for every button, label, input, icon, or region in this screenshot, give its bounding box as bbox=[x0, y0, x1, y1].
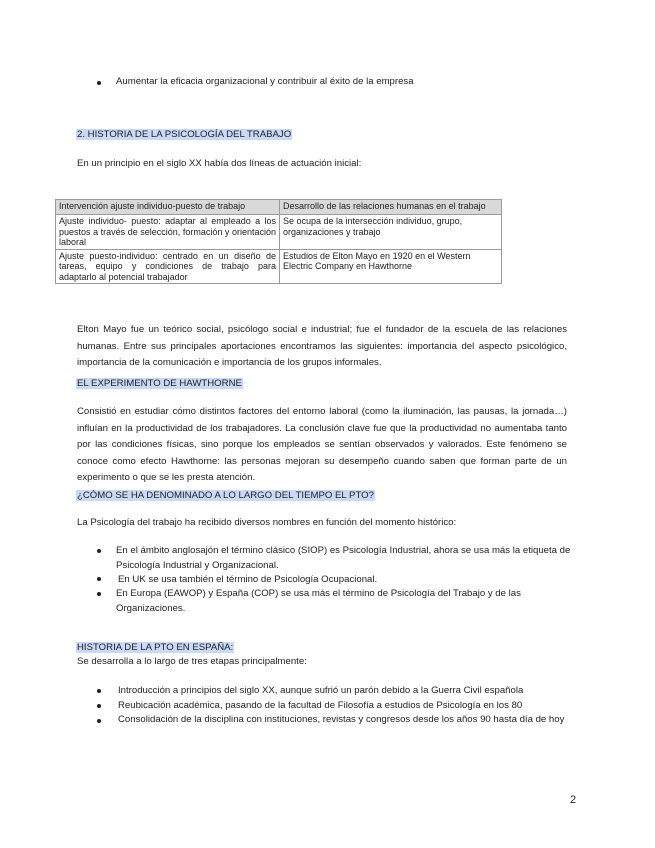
bullet-icon bbox=[97, 704, 101, 708]
table-cell: Estudios de Elton Mayo en 1920 en el Western Electric Company en Hawthorne bbox=[280, 249, 502, 284]
table-header-cell: Desarrollo de las relaciones humanas en el trabajo bbox=[280, 200, 502, 215]
section-heading-history-text: 2. HISTORIA DE LA PSICOLOGÍA DEL TRABAJO bbox=[77, 129, 292, 140]
bullet-icon bbox=[97, 719, 101, 723]
list-item: Consolidación de la disciplina con instituciones, revistas y congresos desde los años 90 hasta día de hoy bbox=[118, 714, 565, 725]
list-item: Reubicación académica, pasando de la facultad de Filosofía a estudios de Psicología en los 80 bbox=[118, 700, 523, 711]
bullet-icon bbox=[97, 592, 101, 596]
table-header-cell: Intervención ajuste individuo-puesto de trabajo bbox=[56, 200, 280, 215]
list-item: En Europa (EAWOP) y España (COP) se usa más el término de Psicología del Trabajo y de las Organizaciones. bbox=[116, 588, 521, 614]
pto-spain-heading bbox=[76, 642, 234, 653]
table-row bbox=[56, 249, 502, 284]
table-cell: Se ocupa de la intersección individuo, grupo, organizaciones y trabajo bbox=[280, 215, 502, 250]
section-intro-text: En un principio en el siglo XX había dos líneas de actuación inicial: bbox=[77, 158, 362, 169]
table-header-row bbox=[56, 200, 502, 215]
pto-names-heading bbox=[76, 490, 375, 501]
mayo-paragraph: Elton Mayo fue un teórico social, psicólogo social e industrial; fue el fundador de la escuela de las relaciones humanas. Entre sus principales aportaciones encontramos las siguientes: importancia del aspecto psicológico, importancia de la comunicación e importancia de los grupos informales. bbox=[77, 324, 567, 368]
table-cell: Ajuste individuo- puesto: adaptar al empleado a los puestos a través de selección, formación y orientación laboral bbox=[56, 215, 280, 250]
pto-names-intro: La Psicología del trabajo ha recibido diversos nombres en función del momento histórico: bbox=[77, 517, 457, 528]
bullet-icon bbox=[97, 577, 101, 581]
pto-spain-heading-text: HISTORIA DE LA PTO EN ESPAÑA: bbox=[77, 642, 234, 653]
list-item: Introducción a principios del siglo XX, aunque sufrió un parón debido a la Guerra Civil española bbox=[118, 685, 524, 696]
bullet-icon bbox=[97, 81, 101, 85]
table-row bbox=[56, 215, 502, 250]
section-heading-history bbox=[76, 129, 292, 140]
list-item: En UK se usa también el término de Psicología Ocupacional. bbox=[118, 574, 378, 585]
hawthorne-heading bbox=[76, 378, 243, 389]
pto-spain-intro: Se desarrolla a lo largo de tres etapas principalmente: bbox=[77, 656, 307, 667]
page-number: 2 bbox=[570, 794, 577, 806]
list-item: En el ámbito anglosajón el término clásico (SIOP) es Psicología Industrial, ahora se usa más la etiqueta de Psicología Industrial y Organizacional. bbox=[116, 545, 571, 571]
hawthorne-paragraph: Consistió en estudiar cómo distintos factores del entorno laboral (como la iluminación, las pausas, la jornada…) influían en la productividad de los trabajadores. La conclusión clave fue que la productividad no aumentaba tanto por las condiciones físicas, sino porque los empleados se sentían observados y valorados. Este fenómeno se conoce como efecto Hawthorne: las personas mejoran su desempeño cuando saben que forman parte de un experimento o que se les presta atención. bbox=[77, 406, 567, 483]
intro-bullet-text: Aumentar la eficacia organizacional y contribuir al éxito de la empresa bbox=[116, 76, 414, 87]
hawthorne-heading-text: EL EXPERIMENTO DE HAWTHORNE bbox=[77, 378, 242, 389]
table-cell: Ajuste puesto-individuo: centrado en un diseño de tareas, equipo y condiciones de trabajo para adaptarlo al potencial trabajador bbox=[56, 249, 280, 284]
history-lines-table bbox=[55, 199, 502, 284]
pto-names-heading-text: ¿CÓMO SE HA DENOMINADO A LO LARGO DEL TIEMPO EL PTO? bbox=[77, 490, 374, 501]
bullet-icon bbox=[97, 689, 101, 693]
bullet-icon bbox=[97, 549, 101, 553]
